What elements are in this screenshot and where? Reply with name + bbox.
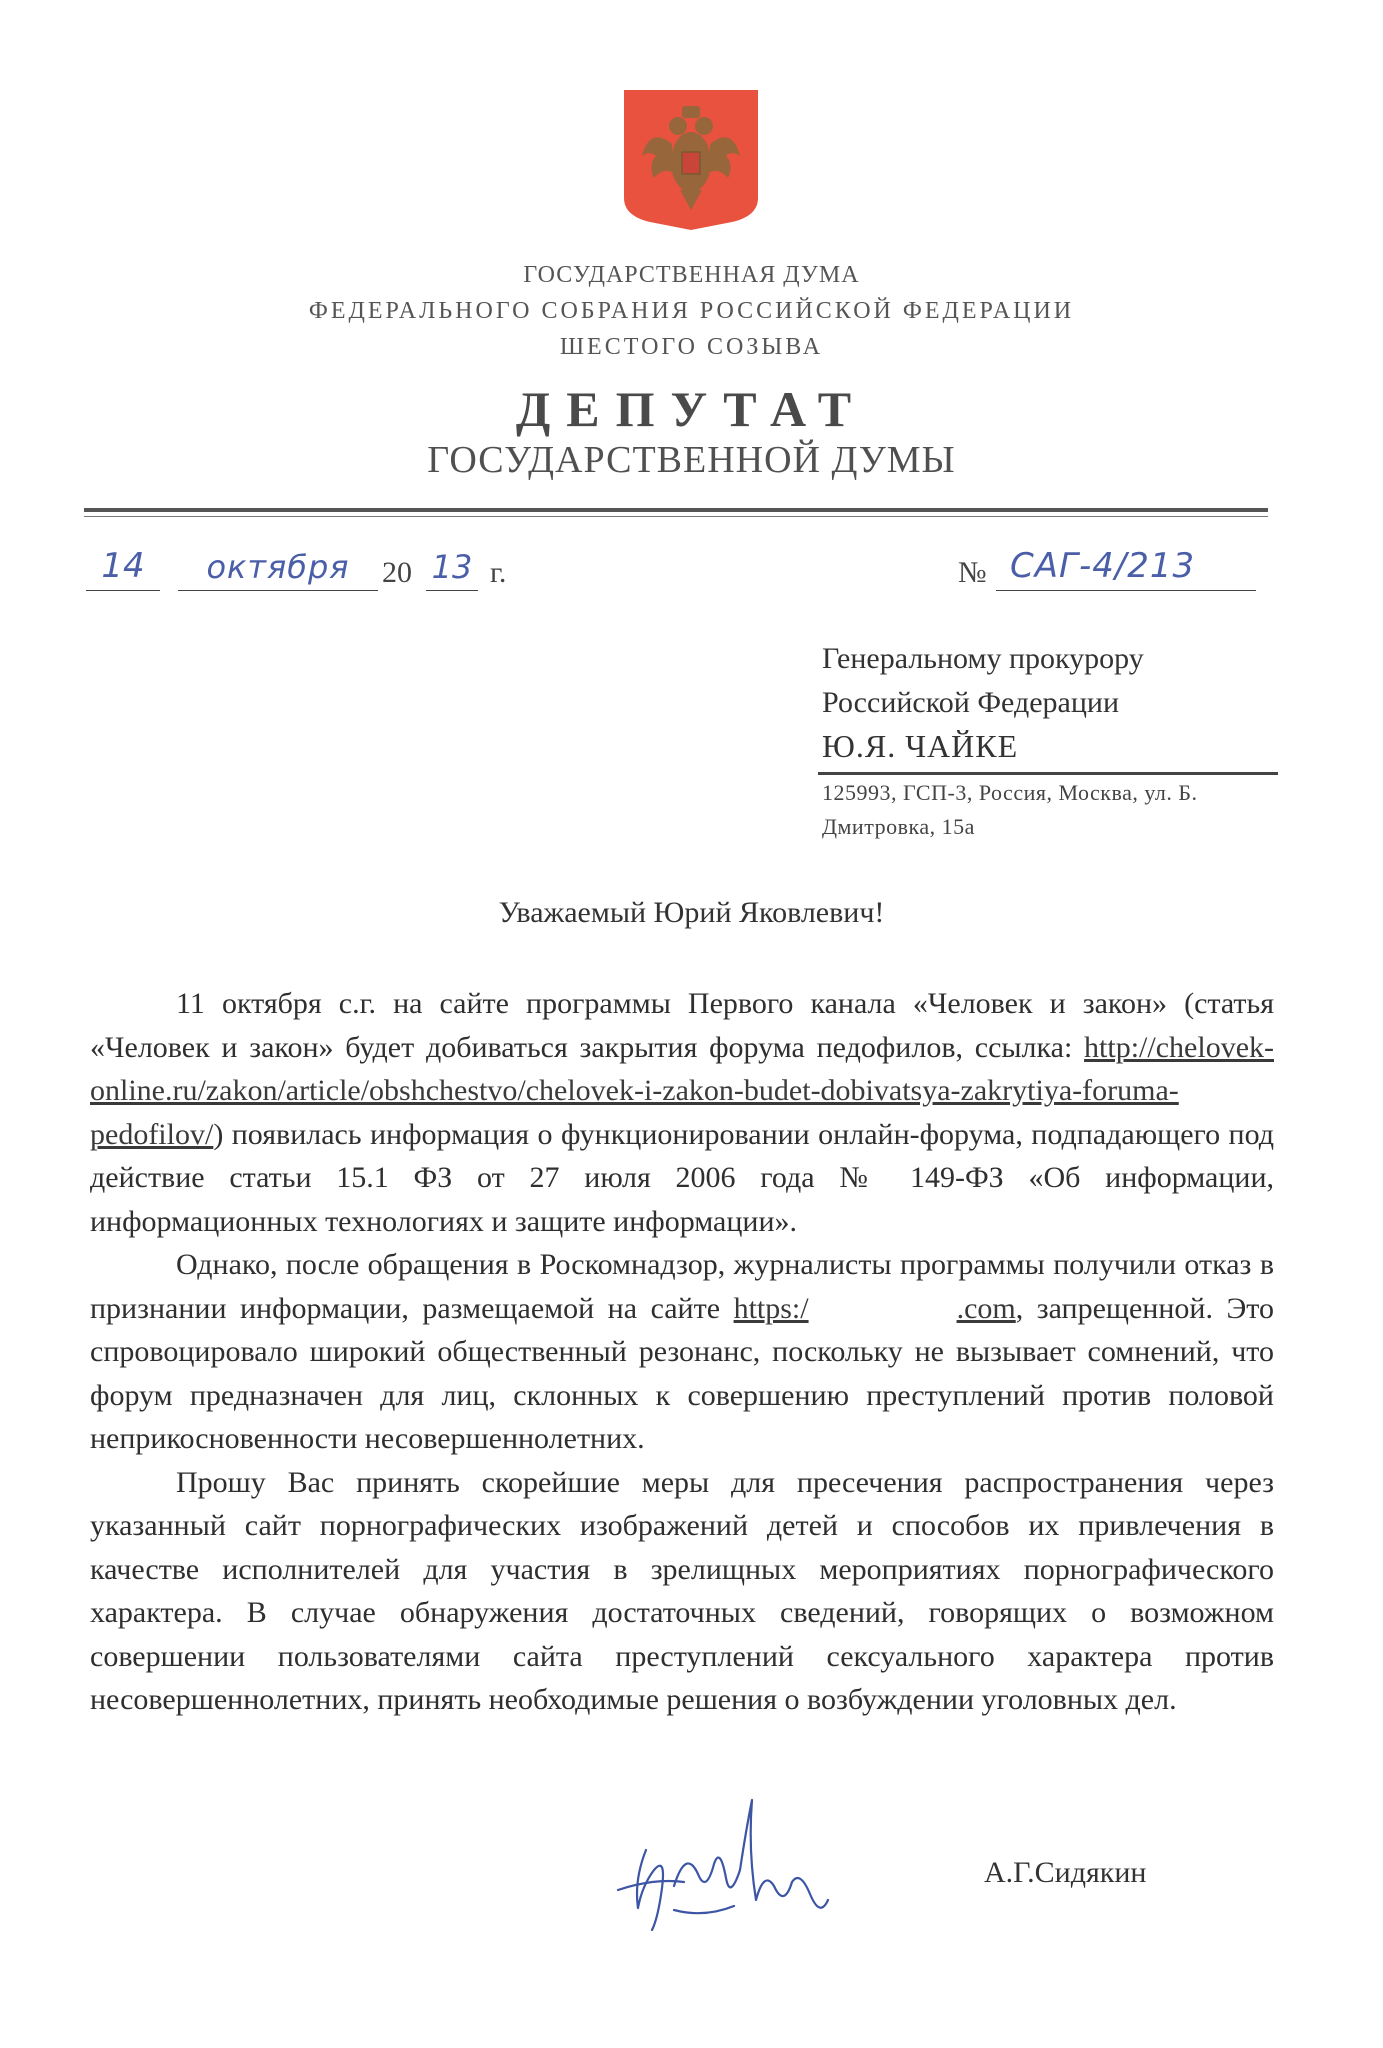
header-line-1: ГОСУДАРСТВЕННАЯ ДУМА [523, 262, 860, 288]
header-divider-thick [84, 508, 1268, 512]
handwritten-signature [614, 1790, 844, 1940]
date-month-field [178, 548, 378, 591]
signer-name: А.Г.Сидякин [984, 1856, 1147, 1889]
header-subtitle: ГОСУДАРСТВЕННОЙ ДУМЫ [427, 439, 956, 481]
body-p2-text-b: , запрещенной. Это спровоцировало широкий общественный резонанс, поскольку не вызывает сомнений, что форум предназначен для лиц, склонных к совершению преступлений против половой неприкосновенности несовершеннолетних. [90, 1291, 1274, 1455]
site-link-end[interactable]: .com [956, 1291, 1016, 1325]
salutation-text: Уважаемый Юрий Яковлевич! [498, 896, 885, 929]
addressee-address-2: Дмитровка, 15а [822, 814, 975, 839]
body-paragraph-3: Прошу Вас принять скорейшие меры для пресечения распространения через указанный сайт порнографических изображений детей и способов их привлечения в качестве исполнителей для участия в зрелищных мероприятиях порнографического характера. В случае обнаружения достаточных сведений, говорящих о возможном совершении пользователями сайта преступлений сексуального характера против несовершеннолетних, принять необходимые решения о возбуждении уголовных дел. [90, 1465, 1274, 1716]
body-p1-text-a: 11 октября с.г. на сайте программы Первого канала «Человек и закон» (статья «Человек и закон» будет добиваться закрытия форума педофилов, ссылка: [90, 987, 1274, 1064]
date-day: 14 [101, 546, 145, 586]
site-link-start[interactable]: https:/ [733, 1291, 809, 1325]
addressee-divider [818, 772, 1278, 775]
number-value: САГ-4/213 [1010, 546, 1196, 586]
letter-body [90, 982, 1274, 1722]
salutation [0, 896, 1383, 930]
addressee-line-2: Российской Федерации [822, 686, 1120, 719]
header-divider-thin [84, 516, 1268, 517]
number-field [996, 548, 1256, 591]
date-month: октября [206, 548, 350, 586]
date-year-field [426, 548, 478, 591]
date-suffix: г. [490, 556, 507, 589]
date-year: 13 [431, 548, 473, 586]
header-line-2: ФЕДЕРАЛЬНОГО СОБРАНИЯ РОССИЙСКОЙ ФЕДЕРАЦИИ [308, 298, 1075, 324]
header-title: ДЕПУТАТ [515, 381, 868, 437]
coat-of-arms-icon [620, 86, 762, 232]
header-line-3: ШЕСТОГО СОЗЫВА [559, 334, 824, 360]
body-paragraph-2 [90, 1243, 1274, 1461]
number-label: № [958, 556, 987, 589]
body-p1-text-b: ) появилась информация о функционировании онлайн-форума, подпадающего под действие статьи 15.1 ФЗ от 27 июля 2006 года № 149-ФЗ «Об информации, информационных технологиях и защите информации». [90, 1117, 1274, 1238]
body-paragraph-1 [90, 982, 1274, 1243]
date-century: 20 [382, 556, 412, 589]
addressee-name: Ю.Я. ЧАЙКЕ [822, 728, 1019, 764]
date-day-field [86, 548, 160, 591]
body-p2-text-a: Однако, после обращения в Роскомнадзор, журналисты программы получили отказ в признании информации, размещаемой на сайте [90, 1248, 1274, 1325]
article-link[interactable]: http://chelovek-online.ru/zakon/article/obshchestvo/chelovek-i-zakon-budet-dobivatsya-zakrytiya-foruma-pedofilov/ [90, 1030, 1274, 1151]
addressee-line-1: Генеральному прокурору [822, 642, 1144, 675]
addressee-address-1: 125993, ГСП-3, Россия, Москва, ул. Б. [822, 780, 1198, 805]
